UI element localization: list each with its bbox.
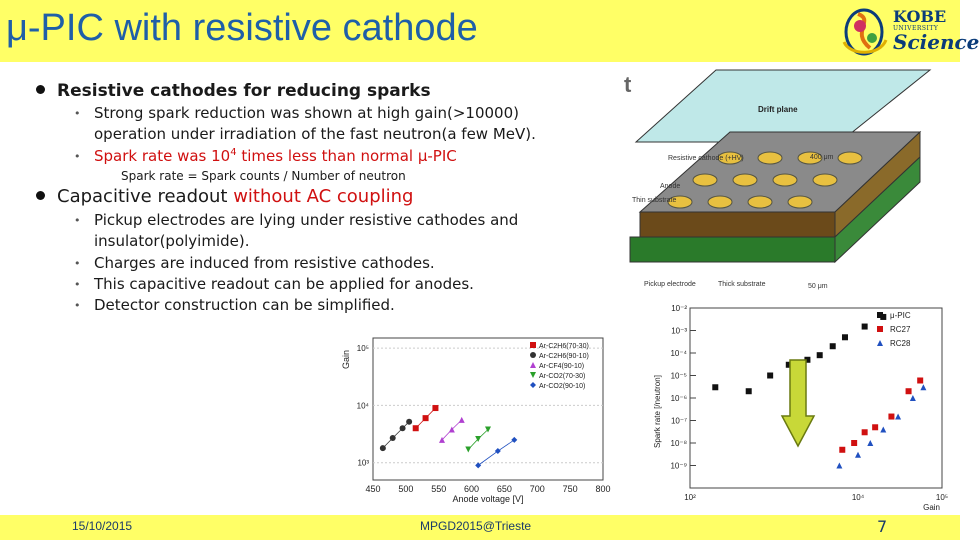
spark-x-tick-label: 10⁵ xyxy=(935,493,949,502)
s1-bullet-2 xyxy=(74,146,457,167)
pitch-label: 400 μm xyxy=(810,154,834,161)
section2-heading xyxy=(36,186,413,208)
bullet-dot-icon xyxy=(36,191,45,200)
s2-bullet-4-text: Detector construction can be simplified. xyxy=(94,296,395,314)
s1-bullet-1 xyxy=(74,103,519,124)
spark-legend-entry: RC28 xyxy=(890,339,911,348)
gain-legend-marker xyxy=(530,352,536,358)
spark-y-tick-label: 10⁻⁷ xyxy=(670,416,687,426)
gain-x-tick-label: 450 xyxy=(365,484,381,494)
size-label: 50 μm xyxy=(808,283,828,290)
s1-bullet-1b-text: operation under irradiation of the fast neutron(a few MeV). xyxy=(94,125,536,143)
spark-data-point xyxy=(862,429,868,435)
thick-substrate-label: Thick substrate xyxy=(718,281,766,288)
s1-bullet-2-tail: times less than normal μ-PIC xyxy=(236,147,457,165)
logo-line3: Science xyxy=(893,30,979,54)
spark-x-tick-label: 10² xyxy=(684,493,696,502)
cut-letter: t xyxy=(624,72,632,97)
slide-title: μ-PIC with resistive cathode xyxy=(6,7,478,49)
section1-heading-text: Resistive cathodes for reducing sparks xyxy=(57,81,431,101)
gain-y-tick-label: 10⁵ xyxy=(356,344,369,354)
spark-rate-note: Spark rate = Spark counts / Number of neutron xyxy=(121,169,406,183)
gain-chart xyxy=(335,330,620,504)
spark-data-point xyxy=(906,388,912,394)
spark-y-tick-label: 10⁻³ xyxy=(671,326,687,336)
spark-y-tick-label: 10⁻⁶ xyxy=(670,394,687,403)
spark-legend-marker xyxy=(877,326,883,332)
gain-x-tick-label: 700 xyxy=(529,484,545,494)
spark-y-tick-label: 10⁻⁵ xyxy=(670,371,687,381)
page-number: 7 xyxy=(877,517,888,536)
gain-legend-marker xyxy=(530,342,536,348)
gain-legend-entry: Ar-CO2(90-10) xyxy=(539,383,586,390)
s1-bullet-1b xyxy=(94,124,536,145)
s2-bullet-2-text: Charges are induced from resistive cathodes. xyxy=(94,254,435,272)
gain-legend-entry: Ar-CO2(70-30) xyxy=(539,373,586,380)
gain-data-point xyxy=(406,419,412,425)
gain-x-tick-label: 550 xyxy=(431,484,447,494)
spark-data-point xyxy=(842,334,848,340)
gain-data-point xyxy=(423,415,429,421)
gain-x-axis-label: Anode voltage [V] xyxy=(452,494,524,504)
bullet-icon: • xyxy=(74,299,81,312)
section1-heading xyxy=(36,80,431,102)
s2-bullet-3-text: This capacitive readout can be applied for anodes. xyxy=(94,275,474,293)
anode-label: Anode xyxy=(660,183,681,190)
spark-x-axis-label: Gain xyxy=(923,503,940,512)
gain-data-point xyxy=(413,425,419,431)
spark-data-point xyxy=(872,424,878,430)
gain-legend-entry: Ar-C2H6(70-30) xyxy=(539,343,589,350)
bullet-icon: • xyxy=(74,214,81,227)
gain-x-tick-label: 800 xyxy=(595,484,611,494)
reduction-arrow-icon xyxy=(780,358,816,450)
logo-line1: KOBE xyxy=(893,7,947,26)
spark-data-point xyxy=(830,343,836,349)
s1-bullet-1-text: Strong spark reduction was shown at high gain(>10000) xyxy=(94,104,519,122)
drift-plane-label: Drift plane xyxy=(758,105,798,114)
spark-y-tick-label: 10⁻⁸ xyxy=(670,439,687,448)
s2-bullet-2 xyxy=(74,253,435,274)
section2-heading-red: without AC coupling xyxy=(233,186,414,207)
gain-x-tick-label: 750 xyxy=(562,484,578,494)
bullet-icon: • xyxy=(74,107,81,120)
spark-legend-entry: RC27 xyxy=(890,325,911,334)
footer-date: 15/10/2015 xyxy=(72,519,133,533)
spark-data-point xyxy=(917,377,923,383)
spark-data-point xyxy=(767,373,773,379)
gain-y-tick-label: 10⁴ xyxy=(356,401,369,411)
gain-x-tick-label: 500 xyxy=(398,484,414,494)
spark-y-tick-label: 10⁻² xyxy=(671,304,687,313)
spark-legend-entry: μ-PIC xyxy=(890,311,911,320)
s2-bullet-1b xyxy=(94,231,250,252)
s2-bullet-1 xyxy=(74,210,519,231)
spark-data-point xyxy=(862,324,868,330)
gain-legend-entry: Ar-CF4(90-10) xyxy=(539,363,585,370)
bullet-dot-icon xyxy=(36,85,45,94)
gain-data-point xyxy=(400,425,406,431)
gain-y-axis-label: Gain xyxy=(341,349,351,369)
logo-line2: UNIVERSITY xyxy=(893,25,939,32)
gain-x-tick-label: 650 xyxy=(496,484,512,494)
spark-data-point xyxy=(817,352,823,358)
s2-bullet-3 xyxy=(74,274,474,295)
gain-x-tick-label: 600 xyxy=(464,484,480,494)
spark-plot-frame xyxy=(690,308,942,488)
s2-bullet-4 xyxy=(74,295,395,316)
spark-y-axis-label: Spark rate [/neutron] xyxy=(653,375,662,448)
spark-data-point xyxy=(888,414,894,420)
gain-data-point xyxy=(390,435,396,441)
bullet-icon: • xyxy=(74,278,81,291)
spark-y-tick-label: 10⁻⁹ xyxy=(670,461,687,471)
spark-y-tick-label: 10⁻⁴ xyxy=(670,349,687,358)
gain-data-point xyxy=(380,445,386,451)
thin-substrate-shape xyxy=(640,212,835,237)
footer-conference: MPGD2015@Trieste xyxy=(420,519,532,533)
spark-data-point xyxy=(839,447,845,453)
detector-diagram xyxy=(620,62,960,302)
resistive-cathode-label: Resistive cathode (+HV) xyxy=(668,155,744,162)
logo-wordmark xyxy=(893,9,979,52)
s2-bullet-1b-text: insulator(polyimide). xyxy=(94,232,250,250)
s2-bullet-1-text: Pickup electrodes are lying under resistive cathodes and xyxy=(94,211,519,229)
spark-data-point xyxy=(851,440,857,446)
gain-y-tick-label: 10³ xyxy=(357,458,369,468)
s1-bullet-2-text: Spark rate was 10 xyxy=(94,147,231,165)
thick-substrate-shape xyxy=(630,237,835,262)
gain-legend-entry: Ar-C2H6(90-10) xyxy=(539,353,589,360)
s1-exponent: 4 xyxy=(230,147,237,158)
spark-data-point xyxy=(712,384,718,390)
spark-x-tick-label: 10⁴ xyxy=(851,493,865,502)
bullet-icon: • xyxy=(74,257,81,270)
gain-chart-svg xyxy=(335,330,620,504)
gain-data-point xyxy=(432,405,438,411)
spark-data-point xyxy=(746,388,752,394)
detector-diagram-svg xyxy=(620,62,960,302)
thin-substrate-label: Thin substrate xyxy=(632,197,677,204)
section2-heading-plain: Capacitive readout xyxy=(57,186,234,207)
bullet-icon: • xyxy=(74,150,81,163)
spark-legend-marker xyxy=(877,312,883,318)
pickup-electrode-label: Pickup electrode xyxy=(644,281,696,288)
